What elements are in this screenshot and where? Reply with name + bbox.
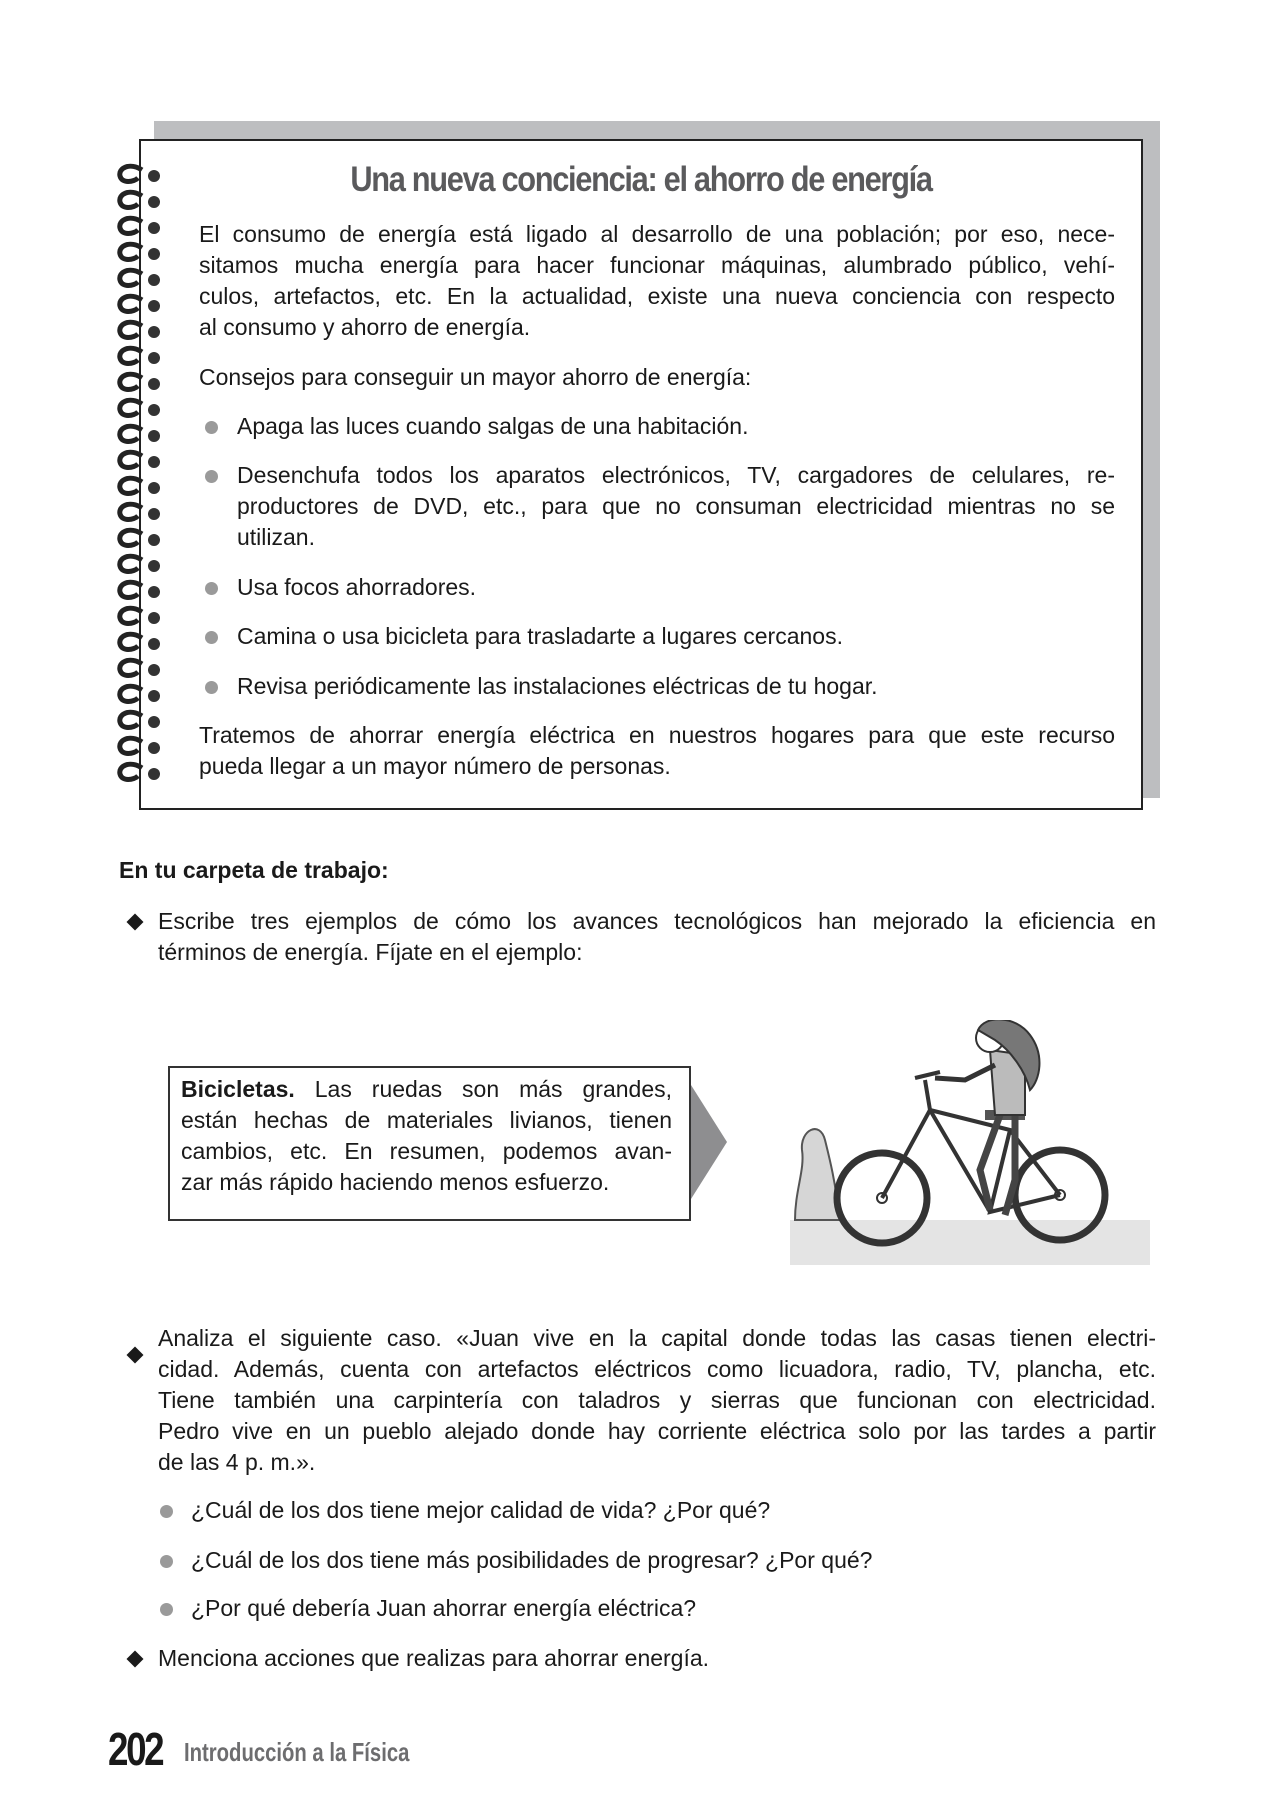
- text-line: pueda llegar a un mayor número de personas.: [199, 753, 671, 779]
- diamond-bullet-icon: [127, 914, 144, 931]
- example-bold: Bicicletas.: [181, 1076, 295, 1102]
- text-line: Pedro vive en un pueblo alejado donde hay corriente eléctrica solo por las tardes a partir: [158, 1418, 1156, 1444]
- tip-item-cont: utilizan.: [237, 524, 315, 550]
- question-item: ¿Cuál de los dos tiene mejor calidad de vida? ¿Por qué?: [191, 1497, 771, 1523]
- task1-line: términos de energía. Fíjate en el ejemplo:: [158, 939, 583, 965]
- spiral-binding-icon: [112, 158, 172, 798]
- text-line: sitamos mucha energía para hacer funcionar máquinas, alumbrado público, vehí-: [199, 252, 1115, 278]
- bullet-icon: [205, 681, 218, 694]
- text-line: Tratemos de ahorrar energía eléctrica en nuestros hogares para que este recurso: [199, 722, 1115, 748]
- text-line: culos, artefactos, etc. En la actualidad, existe una nueva conciencia con respecto: [199, 283, 1115, 309]
- girl-on-bicycle-illustration: [790, 1020, 1160, 1265]
- tip-item: Apaga las luces cuando salgas de una habitación.: [237, 413, 749, 439]
- bullet-icon: [205, 421, 218, 434]
- bullet-icon: [205, 470, 218, 483]
- example-line: están hechas de materiales livianos, tienen: [181, 1107, 672, 1133]
- tips-heading: Consejos para conseguir un mayor ahorro de energía:: [199, 364, 752, 390]
- bullet-icon: [160, 1603, 173, 1616]
- task3: Menciona acciones que realizas para ahorrar energía.: [158, 1645, 710, 1671]
- tip-item: Usa focos ahorradores.: [237, 574, 477, 600]
- text-line: Tiene también una carpintería con taladros y sierras que funcionan con electricidad.: [158, 1387, 1156, 1413]
- task1-line: Escribe tres ejemplos de cómo los avances tecnológicos han mejorado la eficiencia en: [158, 908, 1156, 934]
- tip-item: Camina o usa bicicleta para trasladarte a lugares cercanos.: [237, 623, 843, 649]
- example-text: Las ruedas son más grandes,: [314, 1076, 672, 1102]
- bullet-icon: [160, 1555, 173, 1568]
- tip-item: Desenchufa todos los aparatos electrónicos, TV, cargadores de celulares, re-: [237, 462, 1115, 488]
- text-line: El consumo de energía está ligado al desarrollo de una población; por eso, nece-: [199, 221, 1115, 247]
- example-line: zar más rápido haciendo menos esfuerzo.: [181, 1169, 610, 1195]
- arrow-pointer-icon: [691, 1085, 731, 1200]
- diamond-bullet-icon: [127, 1347, 144, 1364]
- page-number: 202: [108, 1723, 163, 1775]
- text-line: al consumo y ahorro de energía.: [199, 314, 531, 340]
- diamond-bullet-icon: [127, 1651, 144, 1668]
- example-line: [181, 1074, 672, 1105]
- question-item: ¿Cuál de los dos tiene más posibilidades de progresar? ¿Por qué?: [191, 1547, 873, 1573]
- text-line: cidad. Además, cuenta con artefactos eléctricos como licuadora, radio, TV, plancha, etc.: [158, 1356, 1156, 1382]
- bullet-icon: [160, 1505, 173, 1518]
- box-title: Una nueva conciencia: el ahorro de energía: [350, 160, 932, 199]
- question-item: ¿Por qué debería Juan ahorrar energía eléctrica?: [191, 1595, 697, 1621]
- text-line: Analiza el siguiente caso. «Juan vive en la capital donde todas las casas tienen electri-: [158, 1325, 1156, 1351]
- book-title: Introducción a la Física: [184, 1737, 410, 1767]
- bullet-icon: [205, 582, 218, 595]
- tip-item: Revisa periódicamente las instalaciones eléctricas de tu hogar.: [237, 673, 878, 699]
- tip-item-cont: productores de DVD, etc., para que no consuman electricidad mientras no se: [237, 493, 1115, 519]
- text-line: de las 4 p. m.».: [158, 1449, 316, 1475]
- bullet-icon: [205, 631, 218, 644]
- example-line: cambios, etc. En resumen, podemos avan-: [181, 1138, 672, 1164]
- worksheet-heading: En tu carpeta de trabajo:: [119, 857, 389, 883]
